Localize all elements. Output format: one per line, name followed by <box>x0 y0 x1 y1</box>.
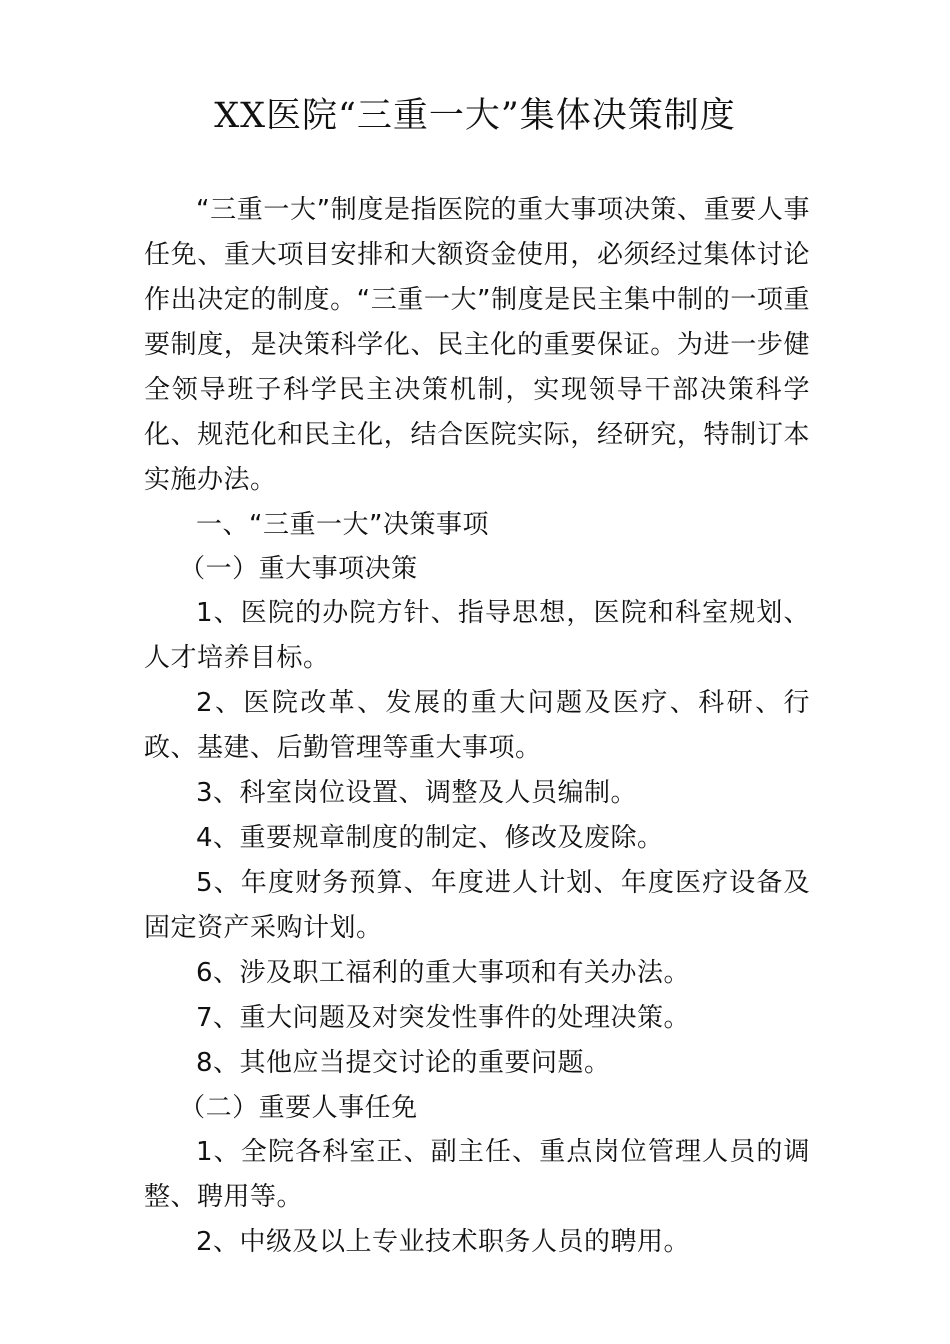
intro-paragraph: “三重一大”制度是指医院的重大事项决策、重要人事任免、重大项目安排和大额资金使用，必须经过集体讨论作出决定的制度。“三重一大”制度是民主集中制的一项重要制度，是决策科学化、民主化的重要保证。为进一步健全领导班子科学民主决策机制，实现领导干部决策科学化、规范化和民主化，结合医院实际，经研究，特制订本实施办法。 <box>144 195 810 495</box>
list-item: 6、涉及职工福利的重大事项和有关办法。 <box>196 958 691 988</box>
list-item: 1、医院的办院方针、指导思想，医院和科室规划、人才培养目标。 <box>144 598 810 673</box>
list-item: 5、年度财务预算、年度进人计划、年度医疗设备及固定资产采购计划。 <box>144 868 810 943</box>
list-item: 4、重要规章制度的制定、修改及废除。 <box>196 823 664 853</box>
list-item: 3、科室岗位设置、调整及人员编制。 <box>196 778 638 808</box>
list-item: 2、中级及以上专业技术职务人员的聘用。 <box>196 1227 691 1257</box>
subsection-heading: （二）重要人事任免 <box>179 1093 418 1123</box>
list-item: 2、医院改革、发展的重大问题及医疗、科研、行政、基建、后勤管理等重大事项。 <box>144 688 810 763</box>
list-item: 8、其他应当提交讨论的重要问题。 <box>196 1048 611 1078</box>
subsection-heading: （一）重大事项决策 <box>179 554 418 584</box>
document-body <box>144 188 810 1265</box>
document-title: XX医院“三重一大”集体决策制度 <box>214 96 736 136</box>
list-item: 7、重大问题及对突发性事件的处理决策。 <box>196 1003 691 1033</box>
list-item: 1、全院各科室正、副主任、重点岗位管理人员的调整、聘用等。 <box>144 1137 810 1212</box>
section-heading: 一、“三重一大”决策事项 <box>196 510 489 540</box>
